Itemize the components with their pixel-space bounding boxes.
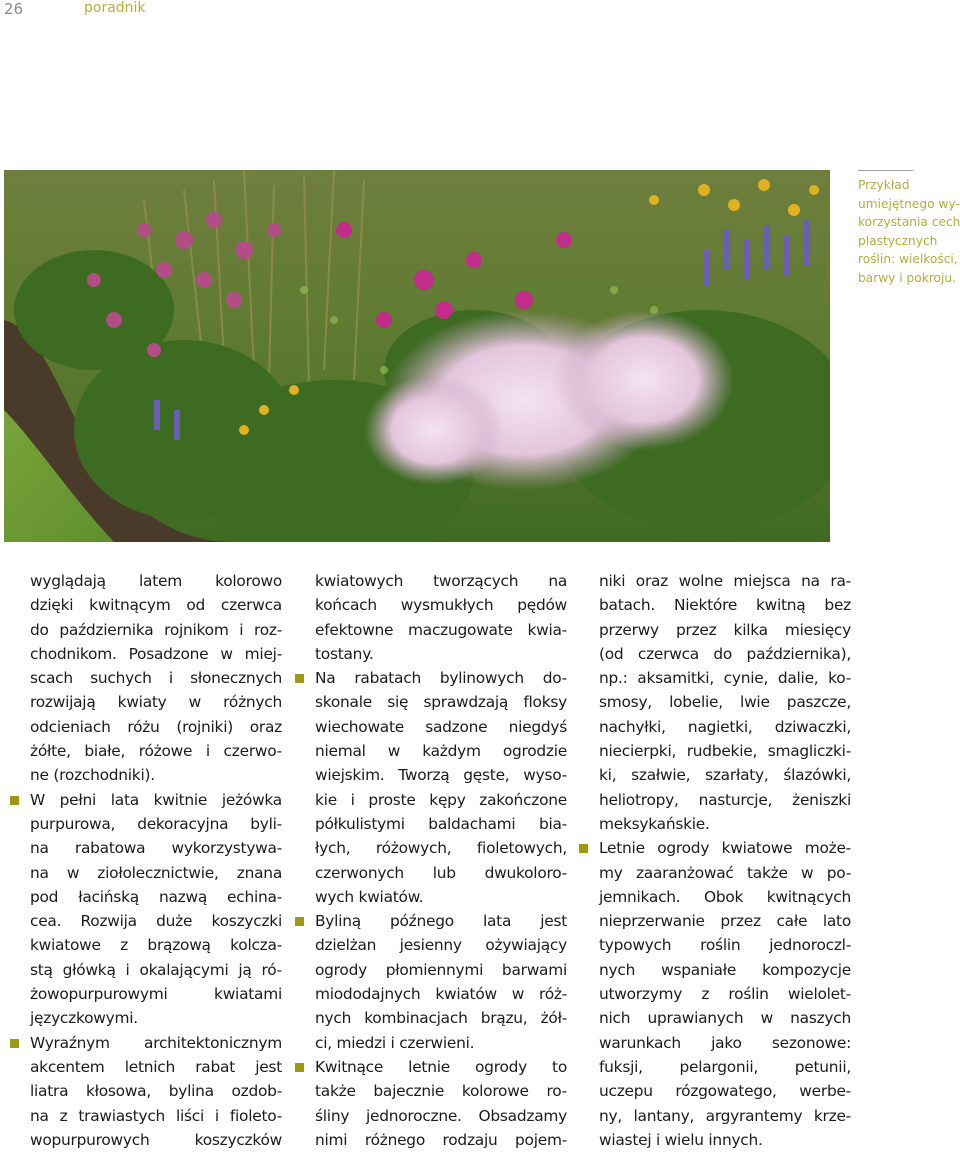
text-line: wiejskim. Tworzą gęste, wyso- xyxy=(315,766,567,785)
paragraph-start xyxy=(315,1055,567,1079)
text-line: (od czerwca do października), xyxy=(599,644,851,663)
caption-line: Przykład xyxy=(858,178,910,192)
text-line: łych, różowych, fioletowych, xyxy=(315,839,567,858)
bullet-icon xyxy=(295,674,304,683)
text-line: np.: aksamitki, cynie, dalie, ko- xyxy=(599,669,851,688)
text-line: batach. Niektóre kwitną bez xyxy=(599,596,851,615)
text-line: wiastej i wielu innych. xyxy=(599,1130,763,1149)
text-line: tostany. xyxy=(315,644,374,663)
text-line: uczepu rózgowatego, werbe- xyxy=(599,1082,851,1101)
text-line: chodnikom. Posadzone w miej- xyxy=(30,644,282,663)
text-line: na z trawiastych liści i fioleto- xyxy=(30,1106,282,1125)
text-line: meksykańskie. xyxy=(599,814,710,833)
text-line: liatra kłosowa, bylina ozdob- xyxy=(30,1082,282,1101)
text-line: ogrody płomiennymi barwami xyxy=(315,960,567,979)
text-line: niemal w każdym ogrodzie xyxy=(315,742,567,761)
text-line: skonale się sprawdzają floksy xyxy=(315,693,567,712)
text-line: Wyraźnym architektonicznym xyxy=(30,1033,282,1052)
text-line: ny, lantany, argyrantemy krze- xyxy=(599,1106,851,1125)
text-line: typowych roślin jednoroczl- xyxy=(599,936,851,955)
bullet-icon xyxy=(579,844,588,853)
text-line: nich uprawianych w naszych xyxy=(599,1009,851,1028)
text-line: nych wspaniałe kompozycje xyxy=(599,960,851,979)
paragraph-start xyxy=(30,788,282,812)
text-line: my zaaranżować także w po- xyxy=(599,863,851,882)
bullet-icon xyxy=(295,1063,304,1072)
text-line: Byliną późnego lata jest xyxy=(315,912,567,931)
caption-line: roślin: wielkości, xyxy=(858,252,958,267)
text-line: rozwijają kwiaty w różnych xyxy=(30,693,282,712)
text-line: cea. Rozwija duże koszyczki xyxy=(30,912,282,931)
photo-caption xyxy=(858,176,960,288)
text-line: czerwonych lub dwukoloro- xyxy=(315,863,567,882)
section-name: poradnik xyxy=(84,0,146,16)
caption-line: korzystania cech xyxy=(858,215,960,230)
text-line: niecierpki, rudbekie, smagliczki- xyxy=(599,742,851,761)
text-line: żowopurpurowymi kwiatami xyxy=(30,985,282,1004)
text-line: końcach wysmukłych pędów xyxy=(315,596,567,615)
bullet-icon xyxy=(10,1039,19,1048)
text-line: scach suchych i słonecznych xyxy=(30,669,282,688)
caption-line: barwy i pokroju. xyxy=(858,270,956,285)
paragraph-start xyxy=(315,909,567,933)
text-line: miododajnych kwiatów w róż- xyxy=(315,985,567,1004)
text-line: dzielżan jesienny ożywiający xyxy=(315,936,567,955)
text-line: jemnikach. Obok kwitnących xyxy=(599,887,851,906)
paragraph-start xyxy=(599,836,851,860)
text-line: ki, szałwie, szarłaty, ślazówki, xyxy=(599,766,851,785)
caption-line: umiejętnego wy- xyxy=(858,196,960,211)
text-line: nimi różnego rodzaju pojem- xyxy=(315,1130,567,1149)
page-number: 26 xyxy=(4,0,24,18)
paragraph-start xyxy=(30,1031,282,1055)
text-line: nieprzerwanie przez całe lato xyxy=(599,912,851,931)
text-line: kwiatowych tworzących na xyxy=(315,572,567,590)
text-line: purpurowa, dekoracyjna byli- xyxy=(30,814,282,833)
text-line: wyglądają latem kolorowo xyxy=(30,572,282,590)
text-line: odcieniach różu (rojniki) oraz xyxy=(30,717,282,736)
text-line: Kwitnące letnie ogrody to xyxy=(315,1057,567,1076)
text-line: fuksji, pelargonii, petunii, xyxy=(599,1057,851,1076)
flower-bed-photo xyxy=(4,170,830,542)
text-line: wopurpurowych koszyczków xyxy=(30,1130,282,1149)
text-line: heliotropy, nasturcje, żeniszki xyxy=(599,790,851,809)
text-line: na rabatowa wykorzystywa- xyxy=(30,839,282,858)
text-line: smosy, lobelie, lwie paszcze, xyxy=(599,693,851,712)
caption-line: plastycznych xyxy=(858,233,938,248)
text-line: wiechowate sadzone niegdyś xyxy=(315,717,567,736)
text-column-3 xyxy=(599,569,851,1152)
text-line: przerwy przez kilka miesięcy xyxy=(599,620,851,639)
text-line: także bajecznie kolorowe ro- xyxy=(315,1082,567,1101)
text-line: dzięki kwitnącym od czerwca xyxy=(30,596,282,615)
text-line: kwiatowe z brązową kolcza- xyxy=(30,936,282,955)
text-line: Letnie ogrody kwiatowe może- xyxy=(599,839,851,858)
text-line: nachyłki, nagietki, dziwaczki, xyxy=(599,717,851,736)
text-line: kie i proste kępy zakończone xyxy=(315,790,567,809)
text-column-1 xyxy=(30,569,282,1152)
text-line: warunkach jako sezonowe: xyxy=(599,1033,851,1052)
text-line: nych kombinacjach brązu, żół- xyxy=(315,1009,567,1028)
text-line: żółte, białe, różowe i czerwo- xyxy=(30,742,282,761)
paragraph-start xyxy=(315,666,567,690)
text-line: W pełni lata kwitnie jeżówka xyxy=(30,790,282,809)
text-line: wych kwiatów. xyxy=(315,887,424,906)
text-line: efektowne maczugowate kwia- xyxy=(315,620,567,639)
text-line: utworzymy z roślin wielolet- xyxy=(599,985,851,1004)
text-line: półkulistymi baldachami bia- xyxy=(315,814,567,833)
text-line: ci, miedzi i czerwieni. xyxy=(315,1033,475,1052)
text-line: pod łacińską nazwą echina- xyxy=(30,887,282,906)
text-line: niki oraz wolne miejsca na ra- xyxy=(599,572,851,590)
text-line: stą główką i okalającymi ją ró- xyxy=(30,960,282,979)
text-column-2 xyxy=(315,569,567,1152)
caption-rule xyxy=(858,170,913,171)
text-line: Na rabatach bylinowych do- xyxy=(315,669,567,688)
text-line: akcentem letnich rabat jest xyxy=(30,1057,282,1076)
text-line: ne (rozchodniki). xyxy=(30,766,155,785)
text-line: na w ziołolecznictwie, znana xyxy=(30,863,282,882)
bullet-icon xyxy=(295,917,304,926)
text-line: do października rojnikom i roz- xyxy=(30,620,282,639)
bullet-icon xyxy=(10,796,19,805)
text-line: języczkowymi. xyxy=(30,1009,138,1028)
text-line: śliny jednoroczne. Obsadzamy xyxy=(315,1106,567,1125)
